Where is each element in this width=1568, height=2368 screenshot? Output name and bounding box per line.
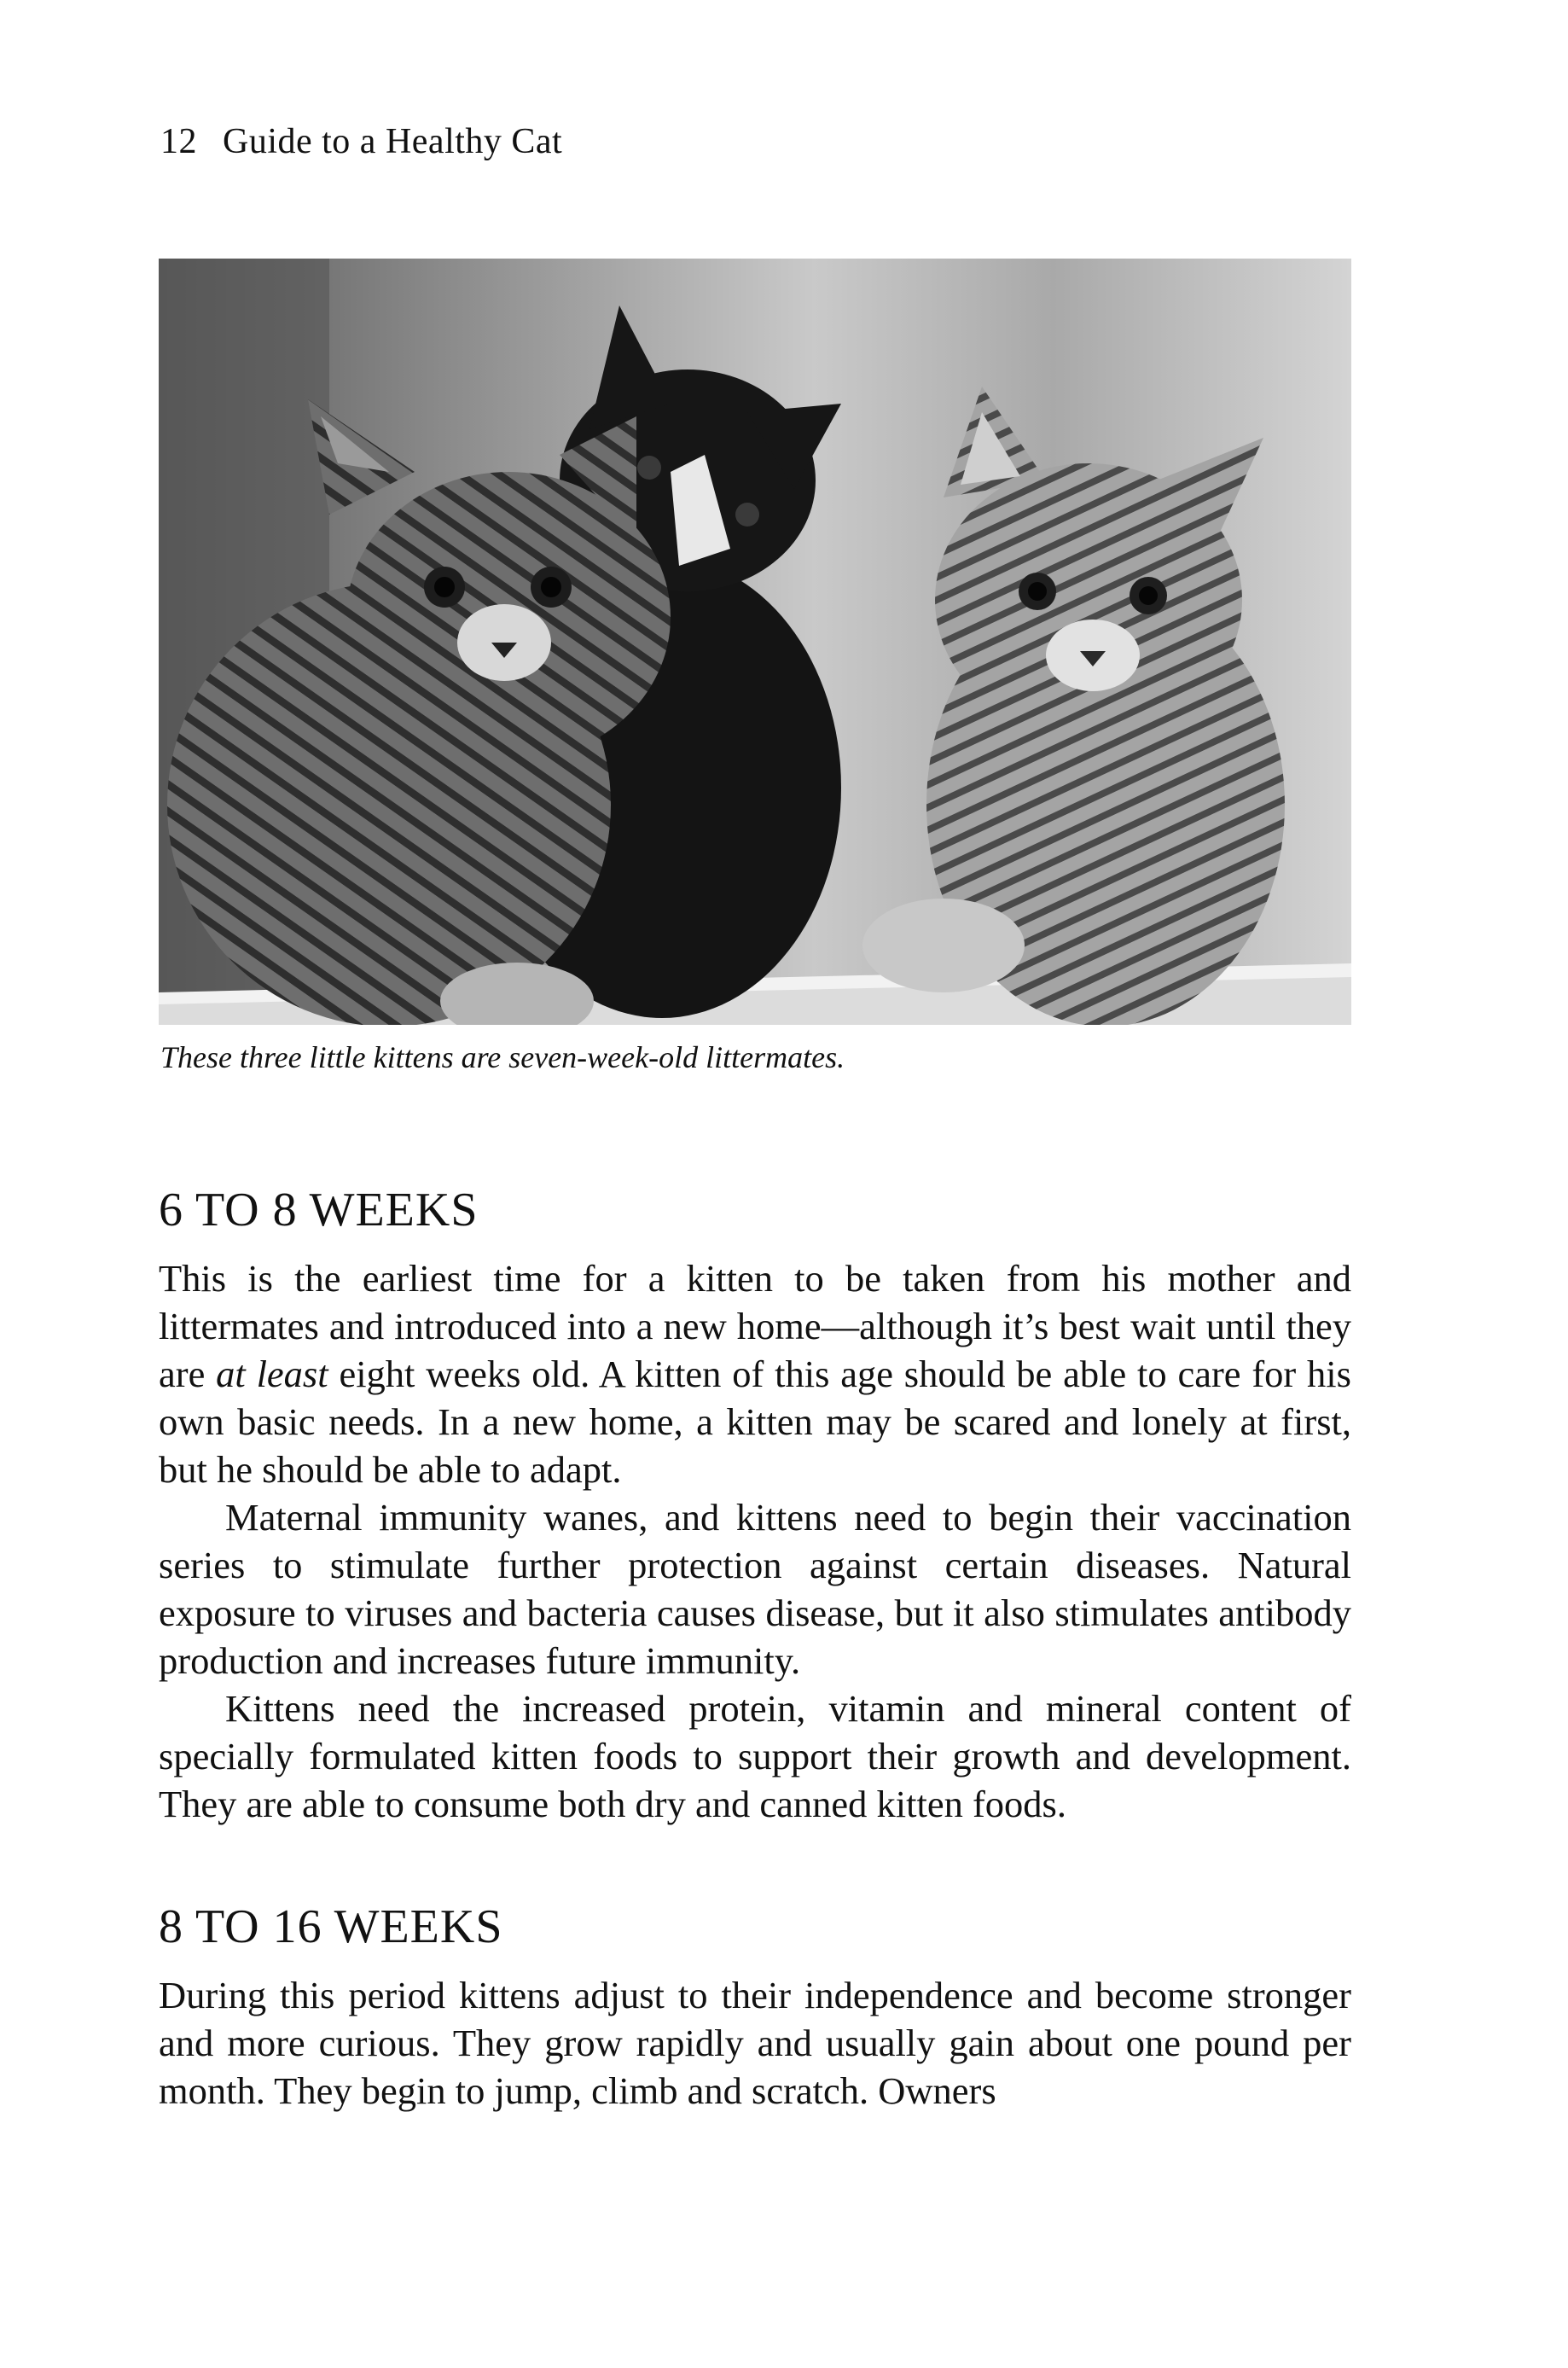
page-number: 12 bbox=[160, 122, 197, 161]
section-body bbox=[159, 1254, 1351, 1828]
photo-caption: These three little kittens are seven-week-old littermates. bbox=[160, 1040, 845, 1074]
section-heading: 6 TO 8 WEEKS bbox=[159, 1184, 479, 1236]
section-heading: 8 TO 16 WEEKS bbox=[159, 1900, 503, 1953]
paragraph: Maternal immunity wanes, and kittens need to begin their vaccination series to stimulate further protection against certain diseases. Natural exposure to viruses and bacteria causes disease, but it also stimulates antibody production and increases future immunity. bbox=[159, 1496, 1351, 1682]
running-head bbox=[160, 121, 562, 162]
book-title: Guide to a Healthy Cat bbox=[223, 122, 563, 161]
emphasis-text: at least bbox=[216, 1353, 328, 1395]
paragraph-text: This is the earliest time for a kitten to be taken from his mother and littermates and introduced into a new home—although it’s best wait until they are bbox=[159, 1257, 1351, 1395]
kittens-photo bbox=[159, 259, 1351, 1025]
paragraph: Kittens need the increased protein, vitamin and mineral content of specially formulated kitten foods to support their growth and development. They are able to consume both dry and canned kitten foods. bbox=[159, 1687, 1351, 1825]
kittens-photo-icon bbox=[159, 259, 1351, 1025]
paragraph bbox=[159, 1254, 1351, 1493]
paragraph: During this period kittens adjust to their independence and become stronger and more curious. They grow rapidly and usually gain about one pound per month. They begin to jump, climb and scratch. Owners bbox=[159, 1974, 1351, 2112]
paragraph-text: eight weeks old. A kitten of this age should be able to care for his own basic needs. In a new home, a kitten may be scared and lonely at first, but he should be able to adapt. bbox=[159, 1353, 1351, 1491]
section-body bbox=[159, 1971, 1351, 2115]
